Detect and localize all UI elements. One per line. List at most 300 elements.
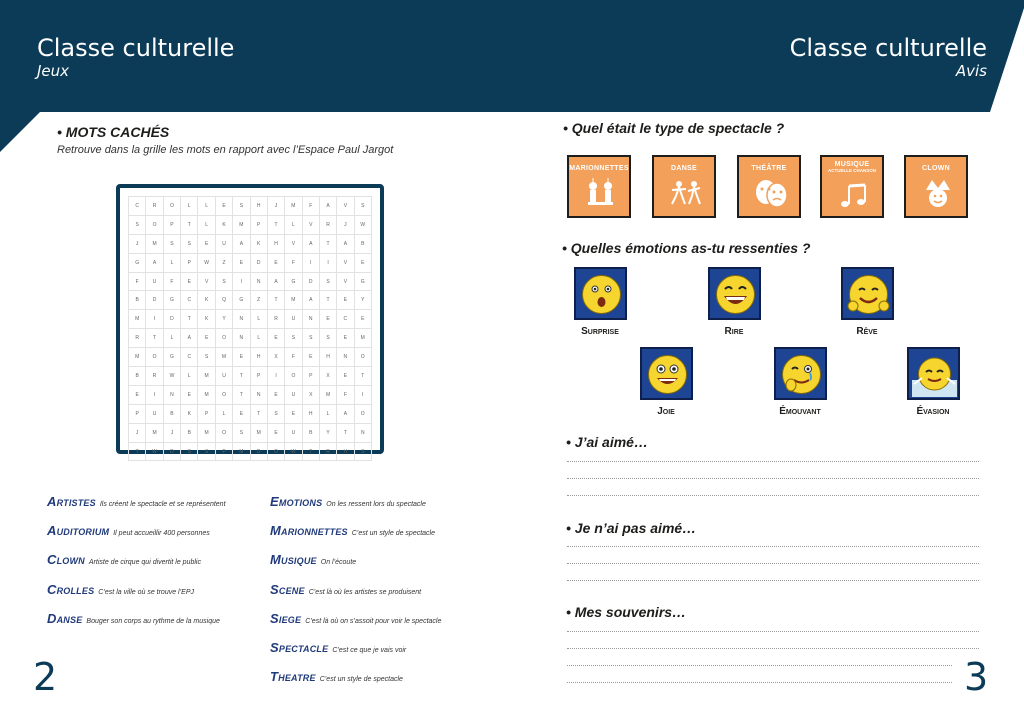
grid-cell[interactable]: C: [181, 291, 198, 310]
grid-cell[interactable]: J: [337, 215, 354, 234]
grid-cell[interactable]: L: [163, 329, 180, 348]
emotion-label-emouvant: Émouvant: [779, 406, 821, 417]
grid-cell[interactable]: E: [129, 385, 146, 404]
grid-cell[interactable]: S: [181, 234, 198, 253]
word-list-definition: Artiste de cirque qui divertit le public: [88, 559, 201, 567]
grid-cell[interactable]: D: [302, 272, 319, 291]
grid-cell[interactable]: B: [129, 291, 146, 310]
grid-cell[interactable]: E: [267, 385, 284, 404]
happy-face-icon: [645, 352, 690, 397]
jester-icon: [920, 178, 956, 210]
grid-cell[interactable]: X: [302, 385, 319, 404]
jai-pas-aime-line[interactable]: [567, 580, 979, 581]
grid-cell[interactable]: R: [129, 329, 146, 348]
grid-cell[interactable]: L: [163, 253, 180, 272]
grid-row: [129, 348, 372, 367]
grid-cell[interactable]: C: [337, 310, 354, 329]
grid-cell[interactable]: G: [354, 272, 372, 291]
grid-cell[interactable]: V: [285, 234, 302, 253]
grid-cell[interactable]: O: [163, 197, 180, 216]
word-list-definition: C’est ce que je vais voir: [332, 647, 407, 654]
word-list-item: [270, 669, 403, 684]
grid-cell[interactable]: O: [267, 442, 284, 461]
grid-cell[interactable]: A: [319, 197, 336, 216]
grid-cell[interactable]: O: [354, 348, 372, 367]
laughing-face-icon: [713, 272, 758, 317]
jai-aime-line[interactable]: [567, 478, 979, 479]
souvenirs-line[interactable]: [567, 631, 979, 632]
word-list-term: Spectacle: [270, 640, 329, 655]
grid-cell[interactable]: L: [198, 215, 215, 234]
word-list-item: [270, 582, 421, 597]
word-list-definition: On l’écoute: [320, 559, 357, 567]
grid-cell[interactable]: O: [215, 329, 232, 348]
grid-cell[interactable]: X: [267, 348, 284, 367]
grid-cell[interactable]: E: [337, 291, 354, 310]
grid-cell[interactable]: M: [198, 385, 215, 404]
grid-cell[interactable]: S: [354, 442, 372, 461]
spectacle-question: • Quel était le type de spectacle ?: [563, 120, 785, 136]
grid-cell[interactable]: W: [354, 215, 372, 234]
grid-row: [129, 272, 372, 291]
grid-cell[interactable]: S: [233, 423, 250, 442]
grid-cell[interactable]: H: [250, 348, 267, 367]
grid-cell[interactable]: M: [233, 215, 250, 234]
word-list-item: [270, 611, 441, 626]
grid-cell[interactable]: A: [302, 234, 319, 253]
spectacle-type-danse[interactable]: [652, 155, 716, 218]
emotions-question: • Quelles émotions as-tu ressenties ?: [562, 240, 811, 256]
grid-cell[interactable]: C: [181, 348, 198, 367]
grid-cell[interactable]: E: [267, 253, 284, 272]
word-list-item: [47, 552, 201, 567]
grid-cell[interactable]: D: [146, 291, 163, 310]
grid-cell[interactable]: F: [129, 272, 146, 291]
jai-pas-aime-line[interactable]: [567, 546, 979, 547]
grid-row: [129, 215, 372, 234]
grid-cell[interactable]: I: [354, 385, 372, 404]
word-list-term: Auditorium: [47, 523, 110, 539]
grid-cell[interactable]: P: [302, 367, 319, 386]
grid-cell[interactable]: L: [198, 197, 215, 216]
grid-cell[interactable]: L: [285, 215, 302, 234]
grid-cell[interactable]: H: [337, 442, 354, 461]
grid-cell[interactable]: N: [250, 272, 267, 291]
grid-cell[interactable]: U: [285, 310, 302, 329]
grid-cell[interactable]: Y: [319, 423, 336, 442]
grid-cell[interactable]: W: [146, 442, 163, 461]
grid-row: [129, 329, 372, 348]
word-search-table: [128, 196, 372, 461]
grid-cell[interactable]: B: [354, 234, 372, 253]
mots-caches-instruction: Retrouve dans la grille les mots en rapport avec l’Espace Paul Jargot: [57, 144, 394, 156]
grid-cell[interactable]: E: [285, 404, 302, 423]
grid-cell[interactable]: S: [129, 215, 146, 234]
word-list-definition: On les ressent lors du spectacle: [326, 501, 426, 508]
grid-cell[interactable]: U: [215, 367, 232, 386]
grid-cell[interactable]: L: [215, 404, 232, 423]
grid-row: [129, 423, 372, 442]
grid-cell[interactable]: H: [302, 404, 319, 423]
grid-cell[interactable]: K: [250, 234, 267, 253]
grid-cell[interactable]: S: [302, 329, 319, 348]
grid-cell[interactable]: N: [250, 385, 267, 404]
grid-cell[interactable]: N: [163, 385, 180, 404]
grid-cell[interactable]: D: [250, 442, 267, 461]
grid-row: [129, 442, 372, 461]
grid-cell[interactable]: K: [215, 215, 232, 234]
grid-cell[interactable]: S: [285, 329, 302, 348]
word-list-definition: C’est là où les artistes se produisent: [308, 588, 422, 596]
grid-cell[interactable]: W: [198, 253, 215, 272]
grid-cell[interactable]: T: [267, 215, 284, 234]
grid-row: [129, 253, 372, 272]
grid-cell[interactable]: T: [319, 234, 336, 253]
word-list-definition: C’est là où on s’assoit pour voir le spectacle: [305, 617, 442, 625]
grid-cell[interactable]: E: [198, 234, 215, 253]
word-list-term: Danse: [47, 610, 83, 626]
grid-cell[interactable]: R: [319, 442, 336, 461]
grid-cell[interactable]: E: [233, 348, 250, 367]
grid-cell[interactable]: E: [319, 310, 336, 329]
grid-cell[interactable]: W: [285, 442, 302, 461]
music-notes-icon: [836, 182, 872, 210]
grid-cell[interactable]: E: [181, 385, 198, 404]
grid-cell[interactable]: T: [337, 423, 354, 442]
grid-cell[interactable]: Q: [215, 291, 232, 310]
word-list-item: [47, 523, 210, 538]
grid-cell[interactable]: F: [285, 253, 302, 272]
grid-cell[interactable]: D: [163, 310, 180, 329]
grid-cell[interactable]: T: [181, 215, 198, 234]
grid-cell[interactable]: M: [215, 348, 232, 367]
grid-cell[interactable]: E: [302, 348, 319, 367]
surprised-face-icon: [579, 272, 624, 317]
emotion-rire[interactable]: [708, 267, 761, 320]
jai-pas-aime-line[interactable]: [567, 563, 979, 564]
grid-cell[interactable]: V: [337, 272, 354, 291]
emotion-reve[interactable]: [841, 267, 894, 320]
emotion-label-reve: Rêve: [856, 326, 878, 337]
grid-cell[interactable]: H: [267, 234, 284, 253]
grid-cell[interactable]: S: [233, 197, 250, 216]
grid-cell[interactable]: H: [250, 197, 267, 216]
grid-cell[interactable]: H: [319, 348, 336, 367]
grid-cell[interactable]: W: [163, 367, 180, 386]
grid-cell[interactable]: A: [302, 291, 319, 310]
grid-cell[interactable]: J: [129, 234, 146, 253]
escape-face-icon: [912, 352, 957, 397]
grid-cell[interactable]: L: [181, 367, 198, 386]
grid-cell[interactable]: G: [163, 348, 180, 367]
word-list-term: Emotions: [270, 494, 323, 509]
spectacle-type-label: DANSE: [670, 165, 697, 172]
spectacle-type-sublabel: ACTUELLE CHANSON: [828, 168, 876, 173]
grid-cell[interactable]: U: [215, 234, 232, 253]
grid-cell[interactable]: Z: [215, 253, 232, 272]
grid-cell[interactable]: T: [354, 367, 372, 386]
grid-cell[interactable]: T: [181, 310, 198, 329]
grid-cell[interactable]: E: [267, 423, 284, 442]
moved-face-icon: [779, 352, 824, 397]
grid-cell[interactable]: P: [215, 442, 232, 461]
grid-cell[interactable]: E: [267, 329, 284, 348]
grid-cell[interactable]: T: [233, 367, 250, 386]
jai-pas-aime-heading: • Je n’ai pas aimé…: [566, 520, 697, 536]
grid-cell[interactable]: M: [319, 385, 336, 404]
word-list-definition: C’est la ville où se trouve l’EPJ: [98, 588, 195, 596]
emotion-label-evasion: Évasion: [916, 406, 950, 417]
word-list-term: Musique: [270, 552, 317, 568]
grid-cell[interactable]: I: [267, 367, 284, 386]
grid-cell[interactable]: Z: [250, 291, 267, 310]
grid-cell[interactable]: L: [250, 329, 267, 348]
grid-cell[interactable]: I: [302, 253, 319, 272]
grid-row: [129, 367, 372, 386]
page-number-left: 2: [33, 655, 58, 699]
grid-cell[interactable]: V: [337, 253, 354, 272]
grid-cell[interactable]: U: [146, 272, 163, 291]
word-list-definition: C’est un style de spectacle: [319, 676, 403, 684]
grid-cell[interactable]: G: [129, 253, 146, 272]
grid-cell[interactable]: E: [233, 253, 250, 272]
grid-cell[interactable]: B: [129, 367, 146, 386]
grid-cell[interactable]: M: [146, 423, 163, 442]
grid-cell[interactable]: D: [163, 442, 180, 461]
spectacle-type-musique[interactable]: [820, 155, 884, 218]
grid-cell[interactable]: M: [198, 423, 215, 442]
grid-cell[interactable]: E: [337, 367, 354, 386]
grid-cell[interactable]: E: [233, 404, 250, 423]
grid-cell[interactable]: N: [233, 310, 250, 329]
word-list-item: [47, 582, 194, 597]
word-list-definition: Bouger son corps au rythme de la musique: [86, 617, 220, 625]
grid-cell[interactable]: O: [285, 367, 302, 386]
grid-cell[interactable]: O: [146, 215, 163, 234]
grid-cell[interactable]: S: [354, 197, 372, 216]
word-list-term: Siege: [270, 610, 302, 626]
grid-cell[interactable]: C: [129, 197, 146, 216]
grid-cell[interactable]: S: [319, 272, 336, 291]
grid-cell[interactable]: O: [354, 404, 372, 423]
grid-cell[interactable]: I: [146, 385, 163, 404]
grid-cell[interactable]: S: [181, 442, 198, 461]
grid-cell[interactable]: F: [337, 385, 354, 404]
grid-cell[interactable]: N: [337, 348, 354, 367]
grid-cell[interactable]: A: [233, 234, 250, 253]
emotion-label-rire: Rire: [724, 326, 744, 337]
grid-cell[interactable]: N: [354, 423, 372, 442]
grid-cell[interactable]: S: [198, 442, 215, 461]
dance-icon: [668, 178, 704, 210]
grid-cell[interactable]: Y: [215, 310, 232, 329]
grid-cell[interactable]: R: [146, 197, 163, 216]
grid-cell[interactable]: O: [215, 423, 232, 442]
grid-cell[interactable]: P: [250, 367, 267, 386]
spectacle-type-marionnettes[interactable]: [567, 155, 631, 218]
grid-cell[interactable]: U: [146, 404, 163, 423]
grid-cell[interactable]: S: [267, 404, 284, 423]
spectacle-type-clown[interactable]: [904, 155, 968, 218]
grid-cell[interactable]: M: [233, 442, 250, 461]
emotion-joie[interactable]: [640, 347, 693, 400]
grid-cell[interactable]: A: [181, 329, 198, 348]
grid-cell[interactable]: R: [146, 367, 163, 386]
grid-cell[interactable]: U: [285, 385, 302, 404]
grid-row: [129, 310, 372, 329]
grid-cell[interactable]: T: [319, 291, 336, 310]
grid-cell[interactable]: Y: [354, 291, 372, 310]
grid-cell[interactable]: E: [198, 329, 215, 348]
grid-cell[interactable]: J: [129, 423, 146, 442]
jai-aime-line[interactable]: [567, 495, 979, 496]
grid-cell[interactable]: V: [198, 272, 215, 291]
mots-caches-title: • MOTS CACHÉS: [57, 124, 170, 140]
grid-cell[interactable]: A: [267, 272, 284, 291]
left-page-title: Classe culturelle: [37, 34, 235, 62]
word-list-item: [47, 611, 220, 626]
grid-cell[interactable]: M: [285, 197, 302, 216]
theatre-masks-icon: [753, 178, 789, 210]
word-list-term: Artistes: [47, 494, 96, 509]
word-list-item: [270, 494, 426, 509]
grid-cell[interactable]: L: [250, 310, 267, 329]
grid-cell[interactable]: E: [181, 272, 198, 291]
puppet-icon: [583, 178, 619, 210]
souvenirs-line[interactable]: [567, 682, 952, 683]
emotion-emouvant[interactable]: [774, 347, 827, 400]
word-list-term: Clown: [47, 552, 85, 568]
grid-cell[interactable]: F: [302, 197, 319, 216]
jai-aime-line[interactable]: [567, 461, 979, 462]
word-list-definition: Il peut accueillir 400 personnes: [113, 530, 210, 538]
grid-cell[interactable]: B: [163, 404, 180, 423]
grid-cell[interactable]: I: [233, 272, 250, 291]
grid-row: [129, 404, 372, 423]
grid-cell[interactable]: M: [250, 423, 267, 442]
grid-cell[interactable]: P: [163, 215, 180, 234]
grid-cell[interactable]: A: [337, 404, 354, 423]
grid-cell[interactable]: F: [163, 272, 180, 291]
grid-cell[interactable]: S: [198, 348, 215, 367]
word-list-term: Scene: [270, 581, 305, 597]
word-list-definition: Ils créent le spectacle et se représentent: [99, 501, 226, 508]
jai-aime-heading: • J’ai aimé…: [566, 434, 648, 450]
grid-cell[interactable]: P: [129, 404, 146, 423]
word-list-item: [47, 494, 226, 509]
grid-row: [129, 385, 372, 404]
emotion-label-surprise: Surprise: [581, 326, 619, 337]
grid-cell[interactable]: L: [319, 404, 336, 423]
grid-cell[interactable]: A: [146, 253, 163, 272]
grid-cell[interactable]: M: [285, 291, 302, 310]
grid-cell[interactable]: K: [181, 404, 198, 423]
grid-cell[interactable]: M: [129, 348, 146, 367]
spectacle-type-label: THÉÂTRE: [751, 165, 787, 172]
word-list-term: Crolles: [47, 581, 95, 597]
grid-cell[interactable]: M: [354, 329, 372, 348]
left-page-subtitle: Jeux: [37, 62, 70, 80]
grid-cell[interactable]: X: [319, 367, 336, 386]
grid-cell[interactable]: K: [198, 310, 215, 329]
grid-cell[interactable]: J: [267, 197, 284, 216]
grid-row: [129, 234, 372, 253]
emotion-label-joie: Joie: [657, 406, 675, 417]
grid-cell[interactable]: F: [285, 348, 302, 367]
grid-cell[interactable]: K: [198, 291, 215, 310]
grid-cell[interactable]: O: [146, 348, 163, 367]
grid-cell[interactable]: T: [146, 329, 163, 348]
grid-cell[interactable]: D: [250, 253, 267, 272]
grid-cell[interactable]: E: [354, 310, 372, 329]
souvenirs-heading: • Mes souvenirs…: [566, 604, 687, 620]
grid-cell[interactable]: G: [285, 272, 302, 291]
grid-cell[interactable]: B: [181, 423, 198, 442]
souvenirs-line[interactable]: [567, 665, 952, 666]
grid-cell[interactable]: V: [337, 197, 354, 216]
grid-cell[interactable]: A: [337, 234, 354, 253]
grid-cell[interactable]: P: [181, 253, 198, 272]
grid-cell[interactable]: S: [215, 272, 232, 291]
spectacle-type-theatre[interactable]: [737, 155, 801, 218]
grid-cell[interactable]: N: [233, 329, 250, 348]
grid-cell[interactable]: P: [198, 404, 215, 423]
grid-cell[interactable]: N: [302, 310, 319, 329]
right-page-title: Classe culturelle: [789, 34, 987, 62]
grid-cell[interactable]: I: [319, 253, 336, 272]
grid-cell[interactable]: U: [285, 423, 302, 442]
grid-cell[interactable]: O: [215, 385, 232, 404]
grid-cell[interactable]: G: [233, 291, 250, 310]
souvenirs-line[interactable]: [567, 648, 979, 649]
grid-cell[interactable]: T: [233, 385, 250, 404]
word-list-item: [270, 640, 406, 655]
grid-cell[interactable]: E: [215, 197, 232, 216]
grid-cell[interactable]: M: [198, 367, 215, 386]
grid-cell[interactable]: T: [302, 442, 319, 461]
grid-cell[interactable]: B: [302, 423, 319, 442]
grid-cell[interactable]: T: [250, 404, 267, 423]
grid-cell[interactable]: T: [267, 291, 284, 310]
grid-cell[interactable]: I: [146, 310, 163, 329]
grid-cell[interactable]: P: [250, 215, 267, 234]
grid-cell[interactable]: S: [319, 329, 336, 348]
spectacle-type-label: CLOWN: [922, 165, 950, 172]
grid-cell[interactable]: J: [163, 423, 180, 442]
emotion-evasion[interactable]: [907, 347, 960, 400]
word-list-definition: C’est un style de spectacle: [351, 530, 435, 538]
grid-cell[interactable]: E: [354, 253, 372, 272]
grid-cell[interactable]: L: [181, 197, 198, 216]
grid-cell[interactable]: M: [146, 234, 163, 253]
grid-cell[interactable]: E: [337, 329, 354, 348]
emotion-surprise[interactable]: [574, 267, 627, 320]
word-list-term: Marionnettes: [270, 523, 348, 539]
grid-cell[interactable]: S: [163, 234, 180, 253]
grid-row: [129, 197, 372, 216]
grid-cell[interactable]: V: [302, 215, 319, 234]
grid-cell[interactable]: G: [163, 291, 180, 310]
grid-cell[interactable]: R: [267, 310, 284, 329]
grid-row: [129, 291, 372, 310]
grid-cell[interactable]: R: [319, 215, 336, 234]
page-number-right: 3: [964, 655, 989, 699]
word-list-term: Theatre: [270, 669, 316, 685]
grid-cell[interactable]: T: [129, 442, 146, 461]
word-search-grid: [116, 184, 384, 454]
spectacle-type-label: MARIONNETTES: [569, 165, 629, 172]
grid-cell[interactable]: M: [129, 310, 146, 329]
